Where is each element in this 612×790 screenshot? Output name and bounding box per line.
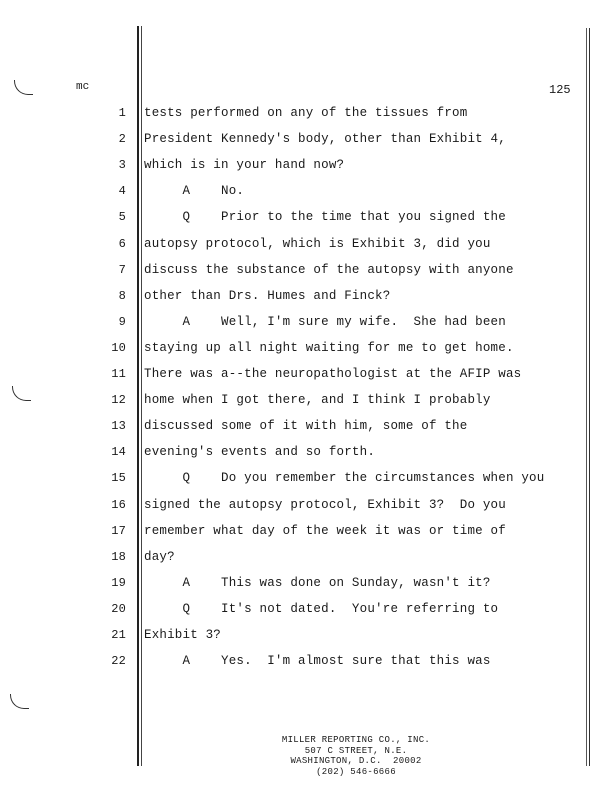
line-text: staying up all night waiting for me to get home. xyxy=(144,341,514,355)
line-text: discuss the substance of the autopsy with anyone xyxy=(144,263,514,277)
line-text: A No. xyxy=(144,184,245,198)
line-text: Exhibit 3? xyxy=(144,628,222,642)
line-number: 13 xyxy=(111,419,126,433)
punch-hole-mark-bottom xyxy=(10,694,29,709)
line-text: other than Drs. Humes and Finck? xyxy=(144,289,391,303)
line-text: day? xyxy=(144,550,175,564)
line-number: 20 xyxy=(111,602,126,616)
line-number: 2 xyxy=(118,132,126,146)
line-number: 22 xyxy=(111,654,126,668)
line-number: 14 xyxy=(111,445,126,459)
line-text: signed the autopsy protocol, Exhibit 3? Do you xyxy=(144,498,506,512)
line-text: Q It's not dated. You're referring to xyxy=(144,602,499,616)
line-text: autopsy protocol, which is Exhibit 3, did you xyxy=(144,237,491,251)
line-number: 10 xyxy=(111,341,126,355)
line-number: 17 xyxy=(111,524,126,538)
line-number: 3 xyxy=(118,158,126,172)
line-text: discussed some of it with him, some of the xyxy=(144,419,468,433)
line-text: President Kennedy's body, other than Exhibit 4, xyxy=(144,132,506,146)
line-text: Q Prior to the time that you signed the xyxy=(144,210,506,224)
line-number: 12 xyxy=(111,393,126,407)
punch-hole-mark-middle xyxy=(12,386,31,401)
line-number: 18 xyxy=(111,550,126,564)
footer-phone: (202) 546-6666 xyxy=(316,766,396,777)
line-number: 11 xyxy=(111,367,126,381)
footer-street: 507 C STREET, N.E. xyxy=(304,745,408,756)
line-text: A Well, I'm sure my wife. She had been xyxy=(144,315,506,329)
line-number: 9 xyxy=(118,315,126,329)
line-text: which is in your hand now? xyxy=(144,158,345,172)
line-number: 19 xyxy=(111,576,126,590)
page-number: 125 xyxy=(549,83,571,97)
footer-city: WASHINGTON, D.C. 20002 xyxy=(290,756,422,766)
line-text: Q Do you remember the circumstances when you xyxy=(144,471,545,485)
line-number: 1 xyxy=(118,106,126,120)
line-text: A This was done on Sunday, wasn't it? xyxy=(144,576,491,590)
reporter-footer xyxy=(0,735,612,777)
line-text: There was a--the neuropathologist at the AFIP was xyxy=(144,367,522,381)
footer-company: MILLER REPORTING CO., INC. xyxy=(281,735,431,745)
right-margin-rule xyxy=(586,28,590,766)
line-text: evening's events and so forth. xyxy=(144,445,376,459)
line-text: remember what day of the week it was or time of xyxy=(144,524,506,538)
punch-hole-mark-top xyxy=(14,80,33,95)
line-number: 16 xyxy=(111,498,126,512)
line-number: 7 xyxy=(118,263,126,277)
reporter-initials: mc xyxy=(76,81,90,93)
line-text: A Yes. I'm almost sure that this was xyxy=(144,654,491,668)
line-text: home when I got there, and I think I probably xyxy=(144,393,491,407)
line-number: 21 xyxy=(111,628,126,642)
line-number: 15 xyxy=(111,471,126,485)
line-text: tests performed on any of the tissues from xyxy=(144,106,468,120)
line-number: 4 xyxy=(118,184,126,198)
line-number: 6 xyxy=(118,237,126,251)
line-number: 5 xyxy=(118,210,126,224)
left-margin-rule xyxy=(137,26,142,766)
line-number: 8 xyxy=(118,289,126,303)
